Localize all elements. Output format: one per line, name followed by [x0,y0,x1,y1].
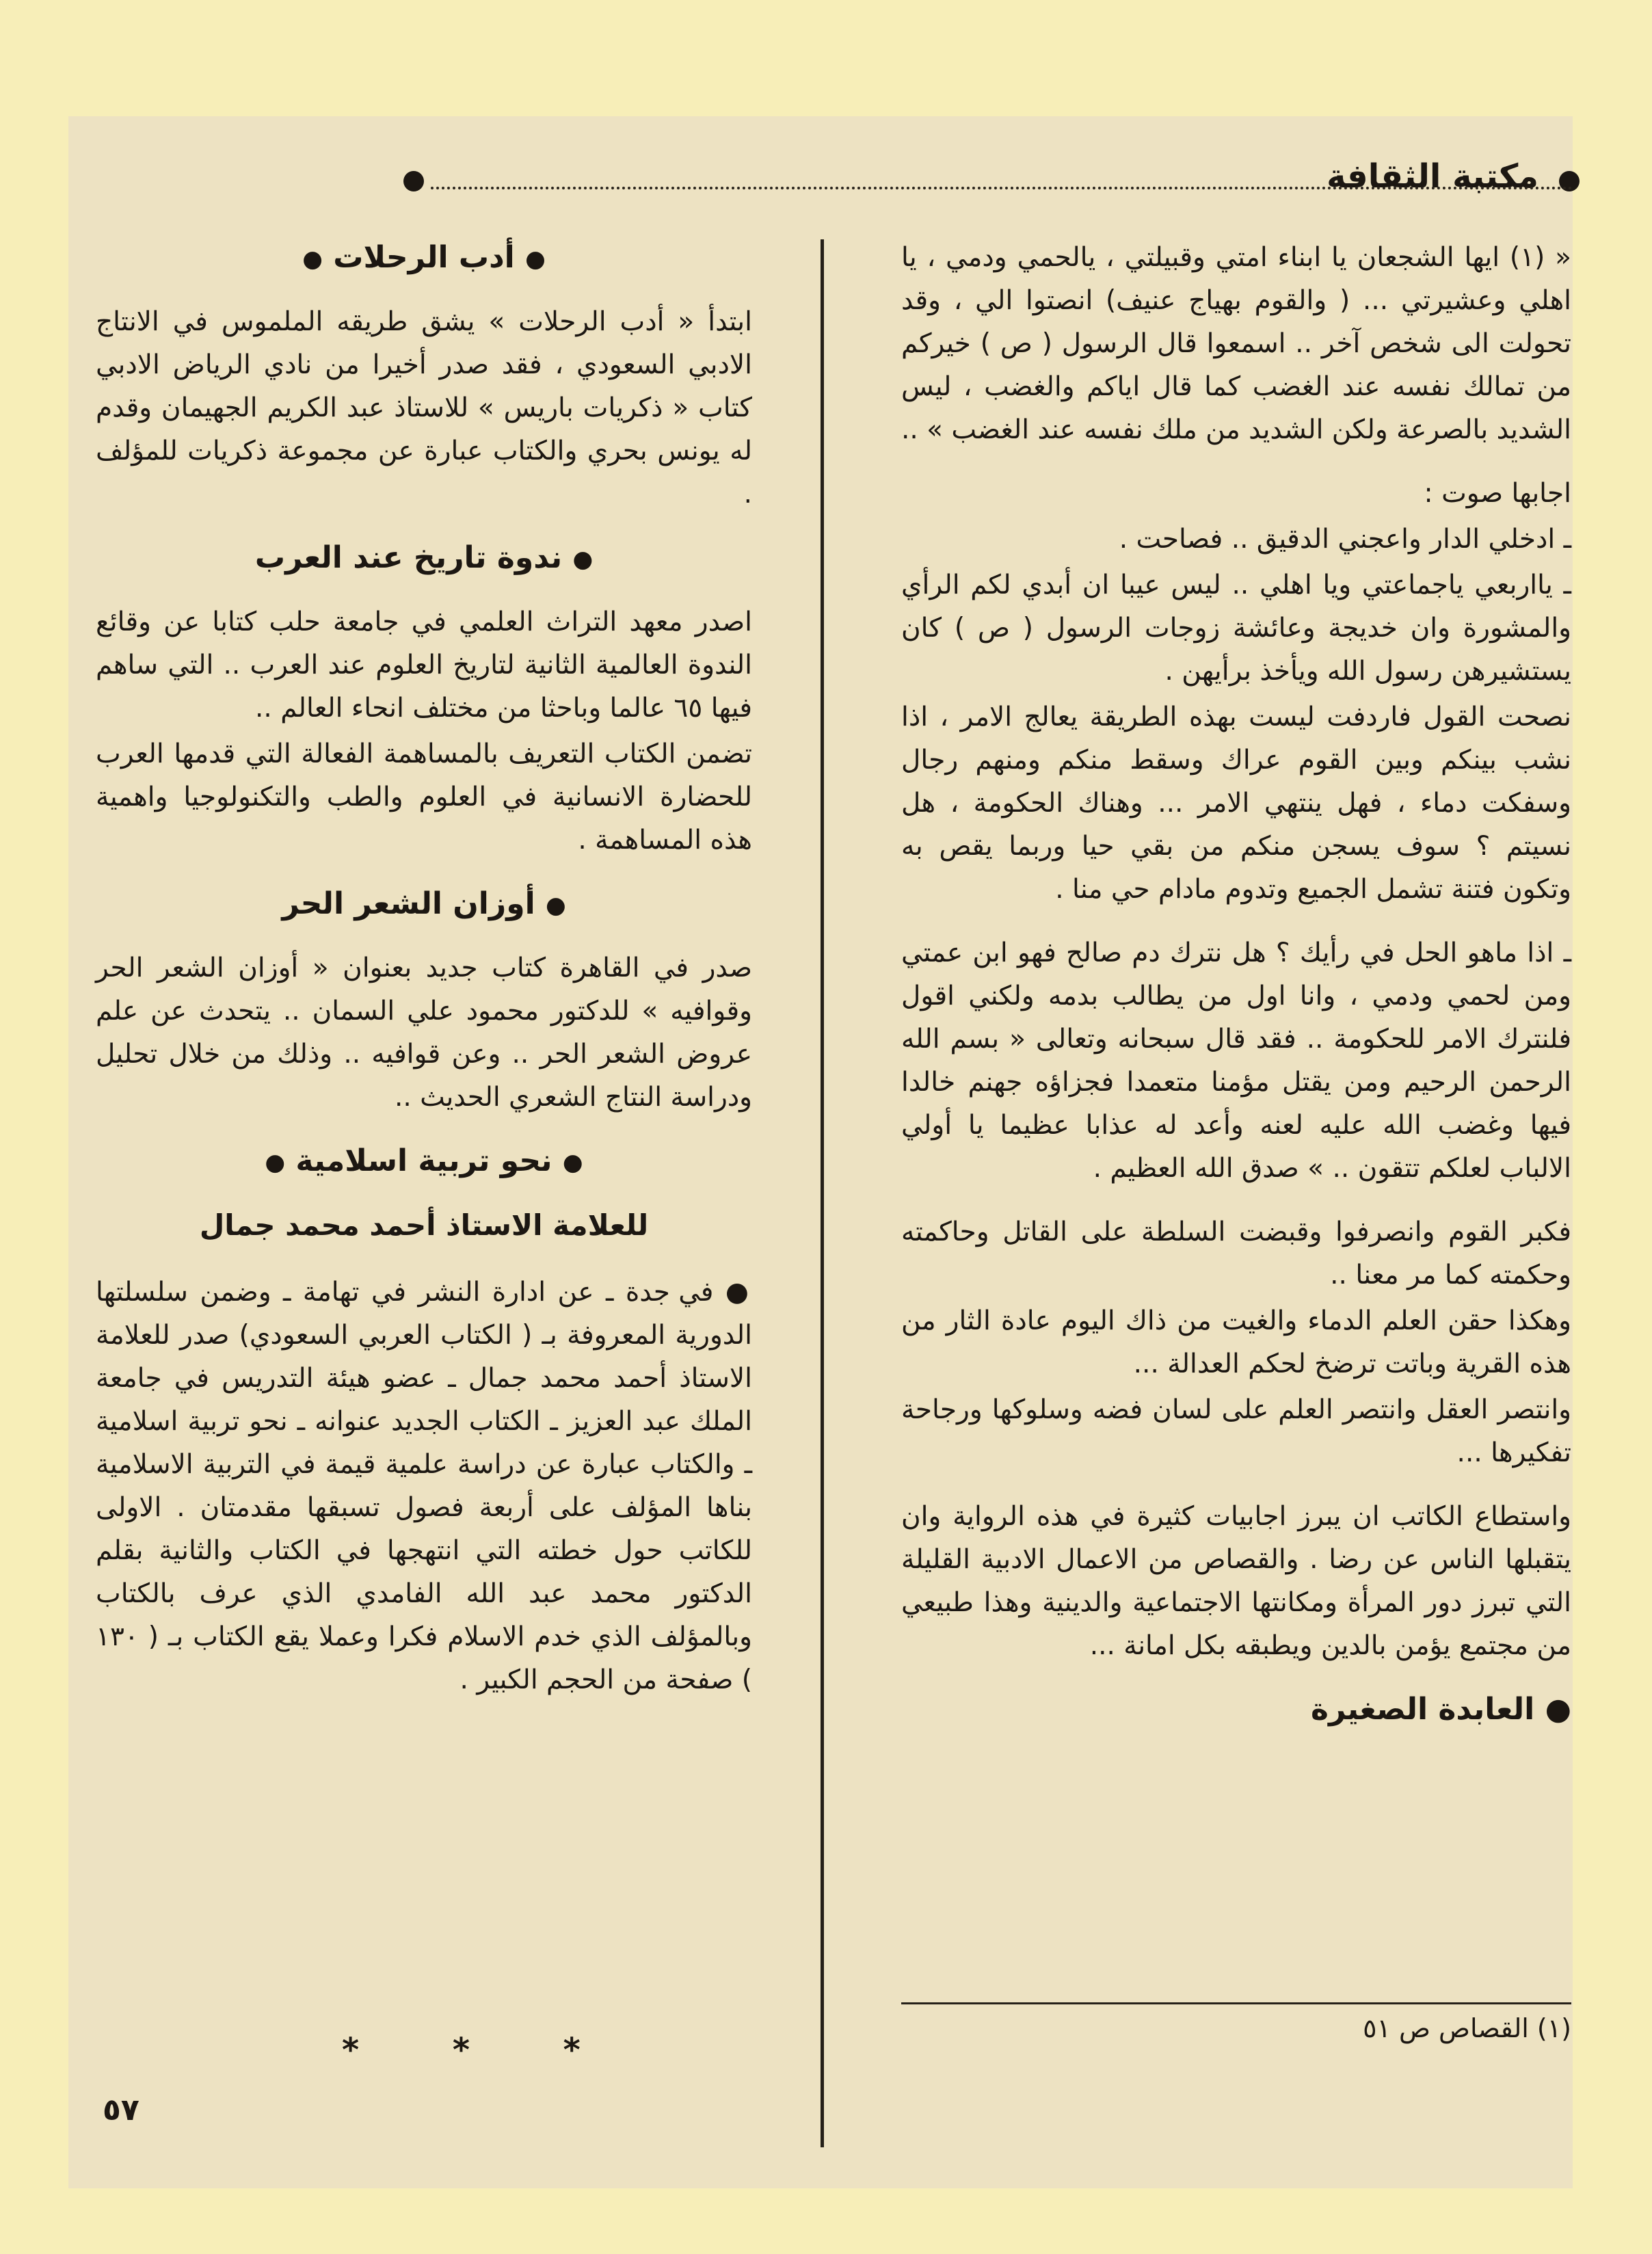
author-signature [901,1688,1571,1731]
right-column [901,236,1571,1731]
paragraph: ـ يااربعي ياجماعتي ويا اهلي .. ليس عيبا ان أبدي لكم الرأي والمشورة وان خديجة وعائشة زوجات الرسول ( ص ) كان يستشيرهن رسول الله ويأخذ برأيهن . [901,570,1571,687]
bullet-icon: ● [302,246,323,273]
section-heading [96,882,752,927]
column-divider [821,239,824,2147]
paragraph: تضمن الكتاب التعريف بالمساهمة الفعالة التي قدمها العرب للحضارة الانسانية في العلوم والطب والتكنولوجيا واهمية هذه المساهمة . [96,739,752,856]
paragraph: وهكذا حقن العلم الدماء والغيت من ذاك اليوم عادة الثار من هذه القرية وباتت ترضخ لحكم العدالة ... [901,1305,1571,1379]
paragraph: نصحت القول فاردفت ليست بهذه الطريقة يعالج الامر ، اذا نشب بينكم وبين القوم عراك وسقط منكم ومنهم رجال وسفكت دماء ، فهل ينتهي الامر ... وهناك الحكومة ، هل نسيتم ؟ سوف يسجن منكم من بقي حيا وربما يقص به وتكون فتنة تشمل الجميع وتدوم مادام حي منا . [901,702,1571,905]
heading-text: ندوة تاريخ عند العرب [254,540,563,575]
section-heading [96,236,752,281]
section-header [89,157,1580,205]
bullet-icon: ● [562,1149,583,1176]
paragraph: ابتدأ « أدب الرحلات » يشق طريقه الملموس في الانتاج الادبي السعودي ، فقد صدر أخيرا من نادي الرياض الادبي كتاب « ذكريات باريس » للاستاذ عبد الكريم الجهيمان وقدم له يونس بحري والكتاب عبارة عن مجموعة ذكريات للمؤلف . [96,306,752,509]
paragraph: ـ ادخلي الدار واعجني الدقيق .. فصاحت . [1119,524,1571,555]
author-name: العابدة الصغيرة [1310,1692,1535,1727]
bullet-icon [403,171,424,191]
paragraph: اصدر معهد التراث العلمي في جامعة حلب كتابا عن وقائع الندوة العالمية الثانية لتاريخ العلوم عند العرب .. التي ساهم فيها ٦٥ عالما وباحثا من مختلف انحاء العالم .. [96,607,752,724]
bullet-icon: ● [525,246,546,273]
paragraph: « (١) ايها الشجعان يا ابناء امتي وقبيلتي ، يالحمي ودمي ، يا اهلي وعشيرتي ... ( والقوم بهياج عنيف) انصتوا الي ، وقد تحولت الى شخص آخر .. اسمعوا قال الرسول ( ص ) خيركم من تمالك نفسه عند الغضب كما قال اياكم والغضب ، ليس الشديد بالصرعة ولكن الشديد من ملك نفسه عند الغضب » .. [901,242,1571,445]
paragraph: فكبر القوم وانصرفوا وقبضت السلطة على القاتل وحاكمته وحكمته كما مر معنا .. [901,1217,1571,1290]
bullet-icon: ● [265,1149,286,1176]
heading-text: أدب الرحلات [333,240,515,275]
bullet-icon: ● [713,1277,753,1308]
section-heading [96,1139,752,1184]
bullet-icon: ● [572,546,594,573]
paragraph: صدر في القاهرة كتاب جديد بعنوان « أوزان الشعر الحر وقوافيه » للدكتور محمود علي السمان .. يتحدث عن علم عروض الشعر الحر .. وعن قوافيه .. وذلك من خلال تحليل ودراسة النتاج الشعري الحديث .. [96,953,752,1113]
paragraph [96,1271,752,1701]
heading-text: نحو تربية اسلامية [295,1143,552,1178]
section-subheading: للعلامة الاستاذ أحمد محمد جمال [199,1208,649,1242]
paragraph: ـ اذا ماهو الحل في رأيك ؟ هل نترك دم صالح فهو ابن عمتي ومن لحمي ودمي ، وانا اول من يطالب بدمه ولكني اقول فلنترك الامر للحكومة .. فقد قال سبحانه وتعالى « بسم الله الرحمن الرحيم ومن يقتل مؤمنا متعمدا فجزاؤه جهنم خالدا فيها وغضب الله عليه لعنه وأعد له عذابا عظيما يا أولي الالباب لعلكم تتقون .. » صدق الله العظيم . [901,938,1571,1184]
dotted-rule [431,187,1573,189]
paragraph: وانتصر العقل وانتصر العلم على لسان فضه وسلوكها ورجاحة تفكيرها ... [901,1394,1571,1468]
heading-text: أوزان الشعر الحر [282,886,535,921]
left-column [96,236,752,1722]
footnote: (١) القصاص ص ٥١ [1363,2013,1571,2043]
bullet-icon: ● [1545,1692,1571,1727]
bullet-icon: ● [545,892,566,919]
paragraph-text: في جدة ـ عن ادارة النشر في تهامة ـ وضمن سلسلتها الدورية المعروفة بـ ( الكتاب العربي السعودي) صدر للعلامة الاستاذ أحمد محمد جمال ـ عضو هيئة التدريس في جامعة الملك عبد العزيز ـ الكتاب الجديد عنوانه ـ نحو تربية اسلامية ـ والكتاب عبارة عن دراسة علمية قيمة في التربية الاسلامية بناها المؤلف على أربعة فصول تسبقها مقدمتان . الاولى للكاتب حول خطته التي انتهجها في الكتاب والثانية بقلم الدكتور محمد عبد الله الفامدي الذي عرف بالكتاب وبالمؤلف الذي خدم الاسلام فكرا وعملا يقع الكتاب بـ ( ١٣٠ ) صفحة من الحجم الكبير . [96,1277,752,1695]
section-end-stars: * * * [342,2031,622,2069]
section-title: مكتبة الثقافة [1327,157,1538,196]
page-number: ٥٧ [103,2093,139,2127]
footnote-rule [901,2002,1571,2004]
section-heading [96,536,752,581]
paragraph: واستطاع الكاتب ان يبرز اجابيات كثيرة في هذه الرواية وان يتقبلها الناس عن رضا . والقصاص من الاعمال الادبية القليلة التي تبرز دور المرأة ومكانتها الاجتماعية والدينية وهذا طبيعي من مجتمع يؤمن بالدين ويطبقه بكل امانة ... [901,1501,1571,1661]
paragraph: اجابها صوت : [1424,478,1571,509]
